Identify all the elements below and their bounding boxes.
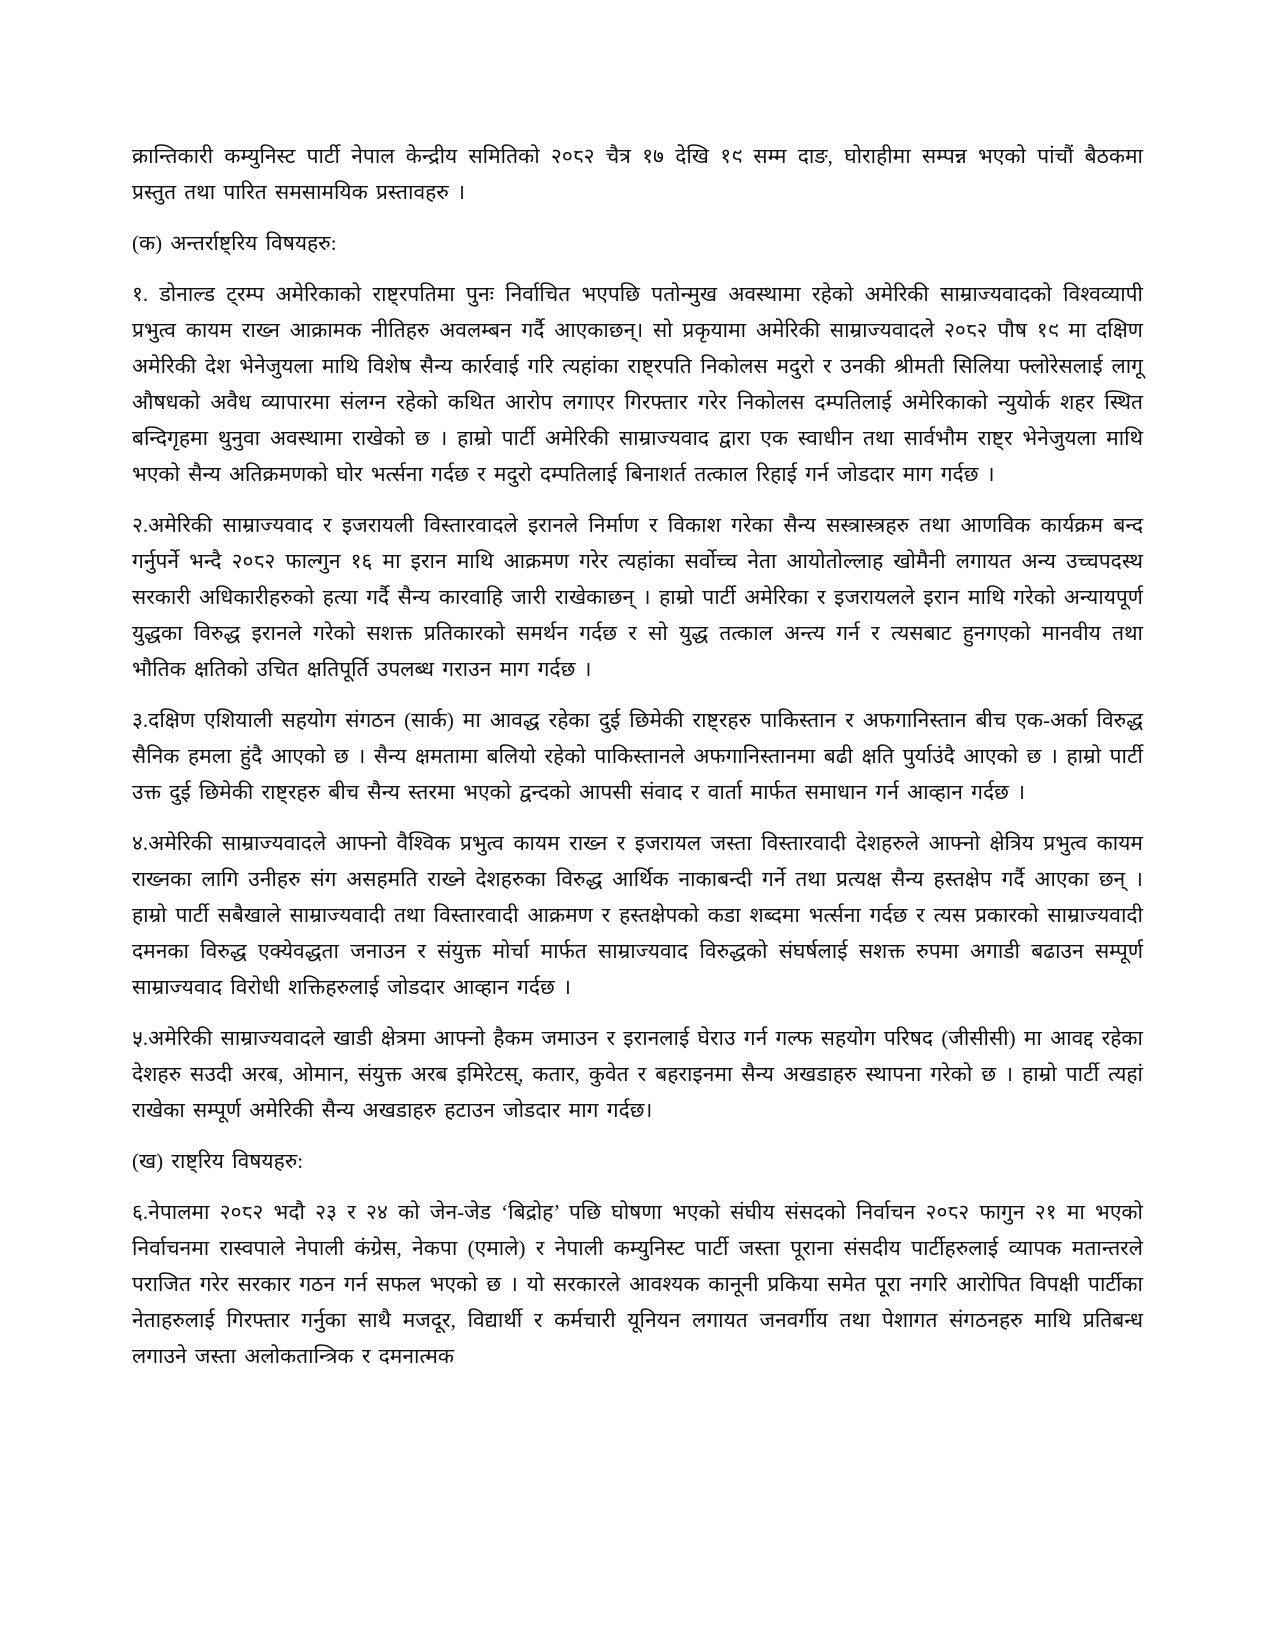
paragraph-5: ५.अमेरिकी साम्राज्यवादले खाडी क्षेत्रमा आफ्नो हैकम जमाउन र इरानलाई घेराउ गर्न गल्फ सहयोग परिषद (जीसीसी) मा आवद्द रहेका देशहरु सउदी अरब, ओमान, संयुक्त अरब इमिरेटस्, कतार, कुवेत र बहराइनमा सैन्य अखडाहरु स्थापना गरेको छ । हाम्रो पार्टी त्यहां राखेका सम्पूर्ण अमेरिकी सैन्य अखडाहरु हटाउन जोडदार माग गर्दछ। [132, 1026, 1143, 1122]
section-a-heading: (क) अन्तर्राष्ट्रिय विषयहरु: [132, 231, 337, 255]
paragraph-2: २.अमेरिकी साम्राज्यवाद र इजरायली विस्तारवादले इरानले निर्माण र विकाश गरेका सैन्य सस्त्रास्त्रहरु तथा आणविक कार्यक्रम बन्द गर्नुपर्ने भन्दै २०८२ फाल्गुन १६ मा इरान माथि आक्रमण गरेर त्यहांका सर्वोच्च नेता आयोतोल्लाह खोमैनी लगायत अन्य उच्चपदस्थ सरकारी अधिकारीहरुको हत्या गर्दै सैन्य कारवाहि जारी राखेकाछन् । हाम्रो पार्टी अमेरिका र इजरायलले इरान माथि गरेको अन्यायपूर्ण युद्धका विरुद्ध इरानले गरेको सशक्त प्रतिकारको समर्थन गर्दछ र सो युद्ध तत्काल अन्त्य गर्न र त्यसबाट हुनगएको मानवीय तथा भौतिक क्षतिको उचित क्षतिपूर्ति उपलब्ध गराउन माग गर्दछ । [132, 513, 1143, 681]
paragraph-4: ४.अमेरिकी साम्राज्यवादले आफ्नो वैश्विक प्रभुत्व कायम राख्न र इजरायल जस्ता विस्तारवादी देशहरुले आफ्नो क्षेत्रिय प्रभुत्व कायम राख्नका लागि उनीहरु संग असहमति राख्ने देशहरुका विरुद्ध आर्थिक नाकाबन्दी गर्ने तथा प्रत्यक्ष सैन्य हस्तक्षेप गर्दै आएका छन् । हाम्रो पार्टी सबैखाले साम्राज्यवादी तथा विस्तारवादी आक्रमण र हस्तक्षेपको कडा शब्दमा भर्त्सना गर्दछ र त्यस प्रकारको साम्राज्यवादी दमनका विरुद्ध एक्येवद्धता जनाउन र संयुक्त मोर्चा मार्फत साम्राज्यवाद विरुद्धको संघर्षलाई सशक्त रुपमा अगाडी बढाउन सम्पूर्ण साम्राज्यवाद विरोधी शक्तिहरुलाई जोडदार आव्हान गर्दछ । [132, 831, 1143, 999]
paragraph-6: ६.नेपालमा २०८२ भदौ २३ र २४ को जेन-जेड ‘बिद्रोह’ पछि घोषणा भएको संघीय संसदको निर्वाचन २०८२ फागुन २१ मा भएको निर्वाचनमा रास्वपाले नेपाली कंग्रेस, नेकपा (एमाले) र नेपाली कम्युनिस्ट पार्टी जस्ता पूराना संसदीय पार्टीहरुलाई व्यापक मतान्तरले पराजित गरेर सरकार गठन गर्न सफल भएको छ । यो सरकारले आवश्यक कानूनी प्रकिया समेत पूरा नगरि आरोपित विपक्षी पार्टीका नेताहरुलाई गिरफ्तार गर्नुका साथै मजदूर, विद्यार्थी र कर्मचारी यूनियन लगायत जनवर्गीय तथा पेशागत संगठनहरु माथि प्रतिबन्ध लगाउने जस्ता अलोकतान्त्रिक र दमनात्मक [132, 1200, 1143, 1368]
paragraph-1: १. डोनाल्ड ट्रम्प अमेरिकाको राष्ट्रपतिमा पुनः निर्वाचित भएपछि पतोन्मुख अवस्थामा रहेको अमेरिकी साम्राज्यवादको विश्वव्यापी प्रभुत्व कायम राख्न आक्रामक नीतिहरु अवलम्बन गर्दै आएकाछन्। सो प्रकृयामा अमेरिकी साम्राज्यवादले २०८२ पौष १९ मा दक्षिण अमेरिकी देश भेनेजुयला माथि विशेष सैन्य कार्रवाई गरि त्यहांका राष्ट्रपति निकोलस मदुरो र उनकी श्रीमती सिलिया फ्लोरेसलाई लागू औषधको अवैध व्यापारमा संलग्न रहेको कथित आरोप लगाएर गिरफ्तार गरेर निकोलस दम्पतिलाई अमेरिकाको न्युयोर्क शहर स्थित बन्दिगृहमा थुनुवा अवस्थामा राखेको छ । हाम्रो पार्टी अमेरिकी साम्राज्यवाद द्वारा एक स्वाधीन तथा सार्वभौम राष्ट्र भेनेजुयला माथि भएको सैन्य अतिक्रमणको घोर भर्त्सना गर्दछ र मदुरो दम्पतिलाई बिनाशर्त तत्काल रिहाई गर्न जोडदार माग गर्दछ । [132, 282, 1143, 486]
intro-paragraph: क्रान्तिकारी कम्युनिस्ट पार्टी नेपाल केन्द्रीय समितिको २०८२ चैत्र १७ देखि १९ सम्म दाङ, घोराहीमा सम्पन्न भएको पांचौं बैठकमा प्रस्तुत तथा पारित समसामयिक प्रस्तावहरु । [132, 144, 1143, 204]
section-b-heading: (ख) राष्ट्रिय विषयहरु: [132, 1149, 304, 1173]
paragraph-3: ३.दक्षिण एशियाली सहयोग संगठन (सार्क) मा आवद्ध रहेका दुई छिमेकी राष्ट्रहरु पाकिस्तान र अफगानिस्तान बीच एक-अर्का विरुद्ध सैनिक हमला हुंदै आएको छ । सैन्य क्षमतामा बलियो रहेको पाकिस्तानले अफगानिस्तानमा बढी क्षति पुर्याउंदै आएको छ । हाम्रो पार्टी उक्त दुई छिमेकी राष्ट्रहरु बीच सैन्य स्तरमा भएको द्वन्दको आपसी संवाद र वार्ता मार्फत समाधान गर्न आव्हान गर्दछ । [132, 708, 1143, 804]
